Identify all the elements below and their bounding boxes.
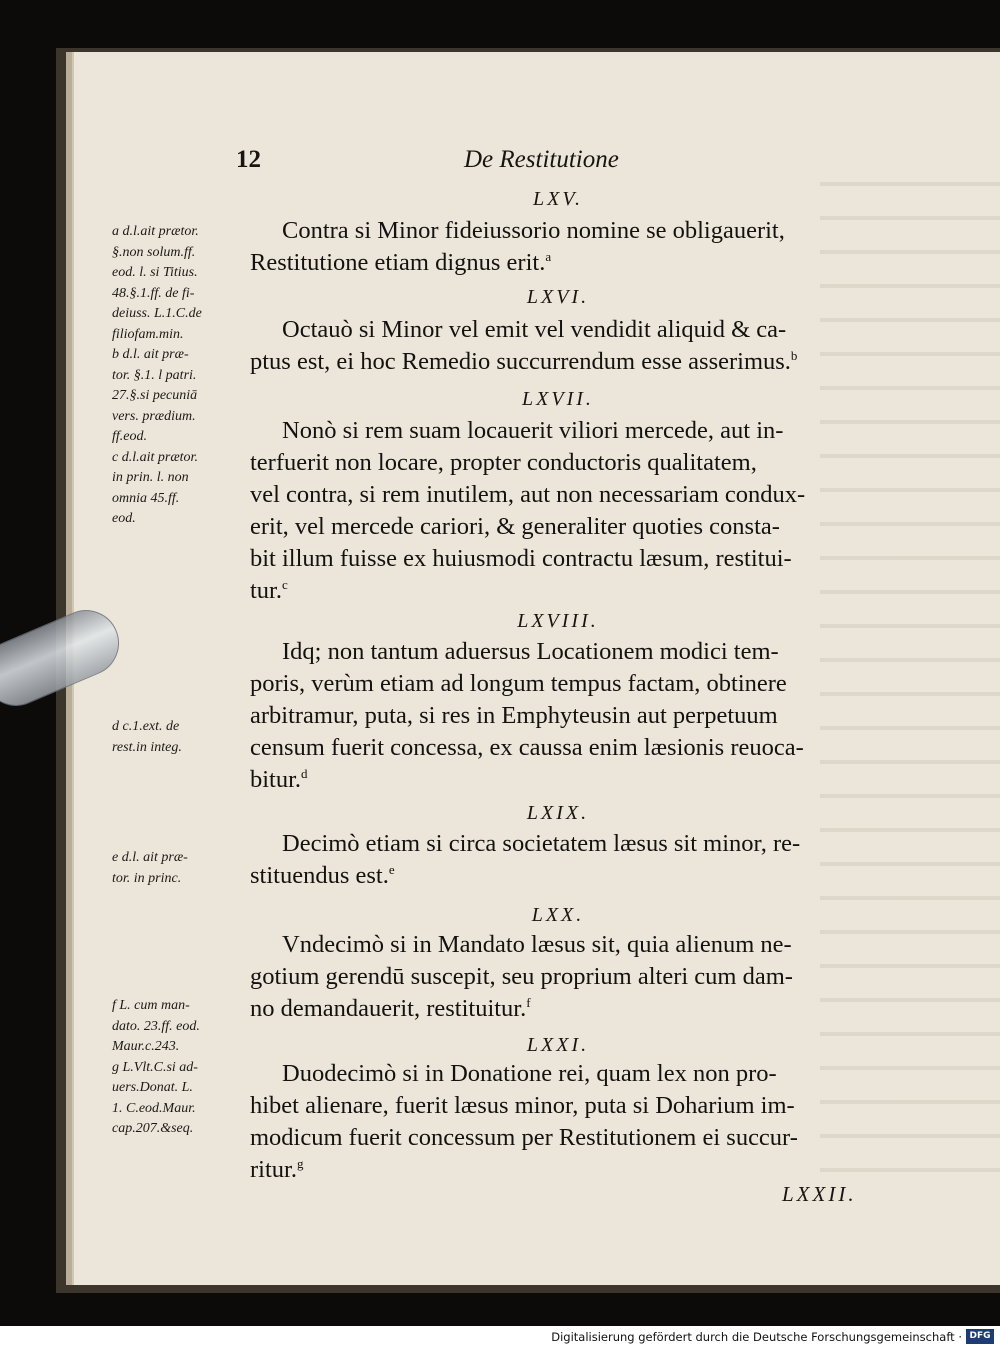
dfg-logo: DFG xyxy=(966,1329,994,1344)
text-line: arbitramur, puta, si res in Emphyteusin aut perpetuum xyxy=(250,702,778,729)
footnote-marker: f xyxy=(526,994,531,1010)
paragraph xyxy=(250,636,880,796)
footnote-marker: c xyxy=(282,576,288,592)
margin-note: e d.l. ait præ- tor. in princ. xyxy=(112,850,188,886)
text-line: stituendus est.$^e$ xyxy=(250,861,395,889)
paragraph xyxy=(250,314,880,378)
margin-note: a d.l.ait prætor. §.non solum.ff. eod. l. si Titius. 48.§.1.ff. de fi- deiuss. L.1.C.de filiofam.min. b d.l. ait præ- tor. §.1. l patri. 27.§.si pecuniā vers. prædium. ff.eod. c d.l.ait prætor. in prin. l. non omnia 45.ff. eod. xyxy=(112,224,202,526)
section-numeral: LXV. xyxy=(533,188,583,210)
page-number: 12 xyxy=(236,146,261,173)
footnote-marker: g xyxy=(296,1155,304,1171)
text-line: erit, vel mercede cariori, & generaliter quoties consta- xyxy=(250,513,780,540)
text-line: bitur.$^d$ xyxy=(250,765,308,793)
paragraph xyxy=(250,415,880,607)
section-numeral: LXVII. xyxy=(522,388,594,410)
paragraph xyxy=(250,1058,880,1186)
text-line: Decimò etiam si circa societatem læsus sit minor, re- xyxy=(282,830,801,857)
running-head: De Restitutione xyxy=(464,146,619,173)
text-line: Idq; non tantum aduersus Locationem modici tem- xyxy=(282,638,779,665)
text-line: no demandauerit, restituitur.$^f$ xyxy=(250,994,531,1022)
text-line: poris, verùm etiam ad longum tempus factam, obtinere xyxy=(250,670,787,697)
text-line: bit illum fuisse ex huiusmodi contractu læsum, restitui- xyxy=(250,545,792,572)
footer-credit: Digitalisierung gefördert durch die Deutsche Forschungsgemeinschaft · xyxy=(551,1330,962,1344)
text-line: Contra si Minor fideiussorio nomine se obligauerit, xyxy=(282,217,785,244)
text-line: tur.$^c$ xyxy=(250,576,288,604)
text-line: gotium gerendū suscepit, seu proprium alteri cum dam- xyxy=(250,963,793,990)
text-line: terfuerit non locare, propter conductoris qualitatem, xyxy=(250,449,757,476)
text-line: Nonò si rem suam locauerit viliori mercede, aut in- xyxy=(282,417,784,444)
footnote-marker: e xyxy=(388,861,395,877)
margin-note: d c.1.ext. de rest.in integ. xyxy=(112,719,182,755)
text-line: vel contra, si rem inutilem, aut non necessariam condux- xyxy=(250,481,806,508)
margin-note: f L. cum man- dato. 23.ff. eod. Maur.c.243. g L.Vlt.C.si ad- uers.Donat. L. 1. C.eod.Maur. cap.207.&seq. xyxy=(112,998,200,1136)
page-header xyxy=(236,146,876,182)
section-numeral: LXIX. xyxy=(526,802,590,824)
footnote-marker: a xyxy=(545,248,552,264)
text-line: ritur.$^g$ xyxy=(250,1155,304,1183)
section-numeral: LXXI. xyxy=(526,1034,590,1056)
section-numeral: LXVI. xyxy=(526,286,590,308)
footnote-marker: b xyxy=(790,347,798,363)
footnote-marker: d xyxy=(301,765,308,781)
section-numeral: LXX. xyxy=(531,904,585,926)
footer-bar xyxy=(0,1326,1000,1348)
text-line: Octauò si Minor vel emit vel vendidit aliquid & ca- xyxy=(282,316,787,343)
text-line: Duodecimò si in Donatione rei, quam lex non pro- xyxy=(282,1060,777,1087)
text-line: hibet alienare, fuerit læsus minor, puta si Doharium im- xyxy=(250,1092,795,1119)
paragraph xyxy=(250,929,880,1025)
paragraph xyxy=(250,828,880,892)
text-line: censum fuerit concessa, ex caussa enim læsionis reuoca- xyxy=(250,734,804,761)
text-line: Restitutione etiam dignus erit.$^a$ xyxy=(250,248,552,276)
section-numeral: LXVIII. xyxy=(517,610,599,632)
text-line: modicum fuerit concessum per Restitutionem ei succur- xyxy=(250,1124,798,1151)
paragraph xyxy=(250,215,880,279)
catchword: LXXII. xyxy=(782,1182,857,1206)
text-line: Vndecimò si in Mandato læsus sit, quia alienum ne- xyxy=(282,931,792,958)
text-line: ptus est, ei hoc Remedio succurrendum esse asserimus.$^b$ xyxy=(250,347,798,375)
